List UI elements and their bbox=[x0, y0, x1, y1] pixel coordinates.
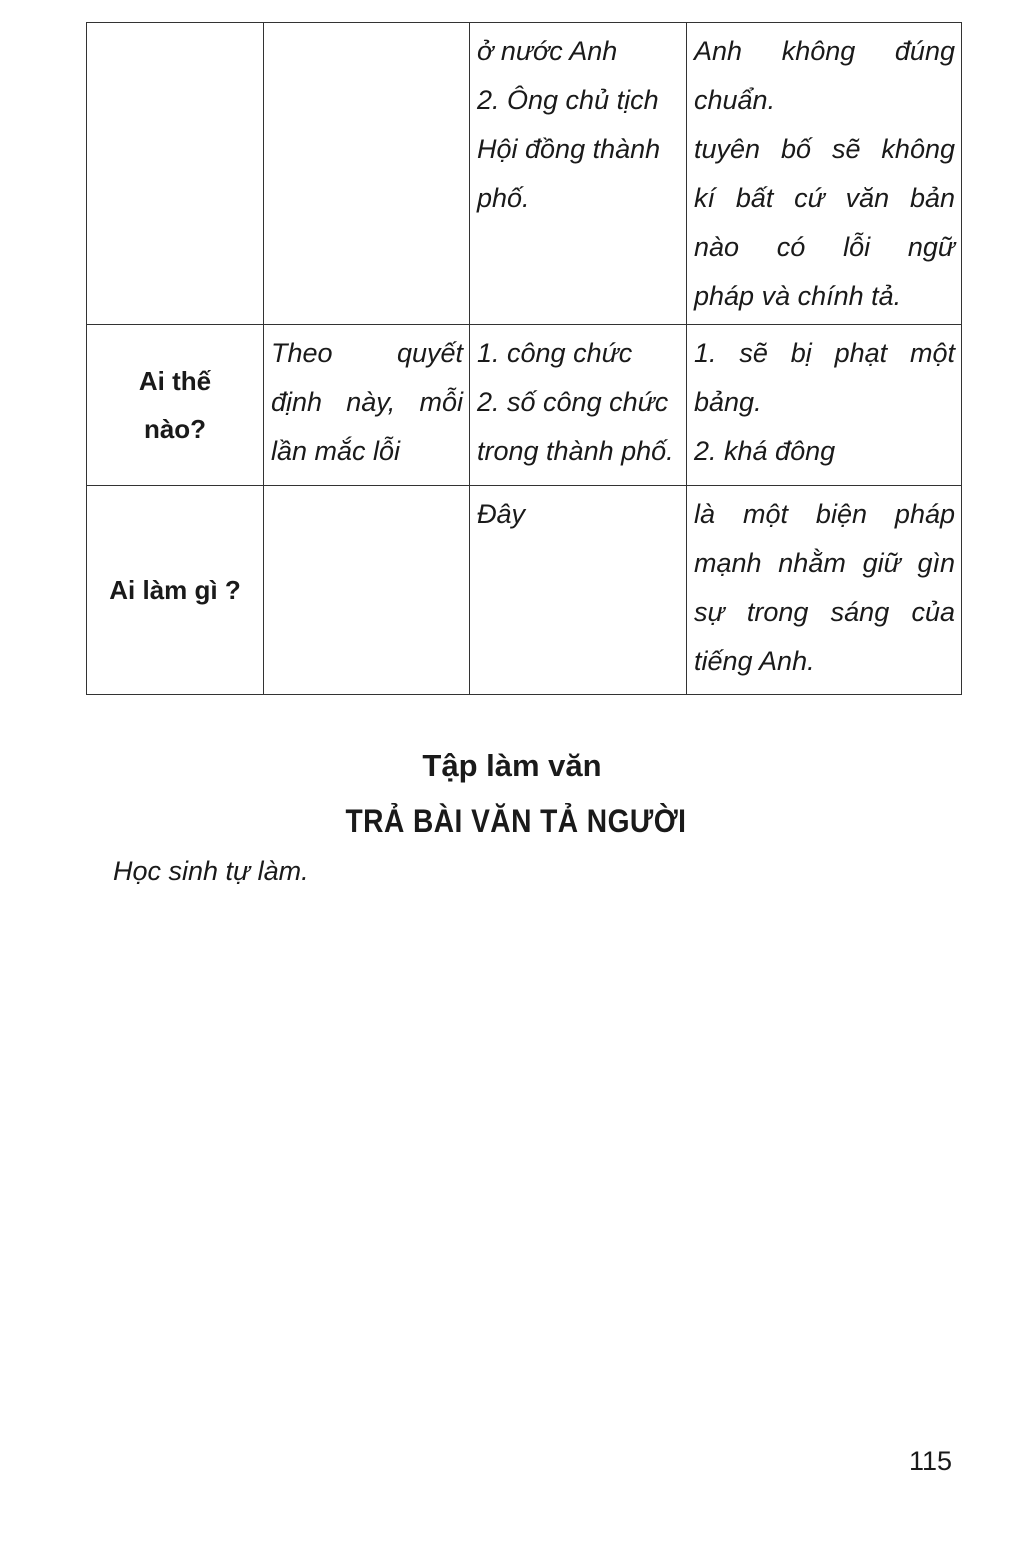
page-number: 115 bbox=[909, 1446, 953, 1476]
table-cell-subject bbox=[470, 486, 687, 695]
answer-text: Học sinh tự làm. bbox=[113, 856, 309, 886]
table-cell-adverbial bbox=[264, 325, 470, 486]
cell-line: ở nước Anh bbox=[477, 36, 618, 66]
cell-line: nào có lỗi ngữ bbox=[694, 232, 955, 262]
cell-line: sự trong sáng của bbox=[694, 597, 955, 627]
cell-line: bảng. bbox=[694, 387, 762, 417]
table-cell-predicate bbox=[687, 486, 962, 695]
cell-line: 2. khá đông bbox=[694, 436, 836, 466]
table-row bbox=[87, 23, 962, 325]
table-row bbox=[87, 486, 962, 695]
cell-line: tiếng Anh. bbox=[694, 646, 815, 676]
cell-line: Đây bbox=[477, 499, 526, 529]
table-row bbox=[87, 325, 962, 486]
section-title: Tập làm văn bbox=[422, 748, 602, 783]
cell-line: định này, mỗi bbox=[271, 387, 463, 417]
pattern-line: nào? bbox=[143, 414, 207, 444]
table-cell-predicate bbox=[687, 23, 962, 325]
cell-line: trong thành phố. bbox=[477, 436, 674, 466]
pattern-line: Ai thế bbox=[138, 366, 212, 396]
section-subtitle: TRẢ BÀI VĂN TẢ NGƯỜI bbox=[345, 803, 687, 839]
table-cell-adverbial bbox=[264, 486, 470, 695]
cell-line: Hội đồng thành bbox=[477, 134, 661, 164]
table-cell-predicate bbox=[687, 325, 962, 486]
table-cell-pattern bbox=[87, 486, 264, 695]
cell-line: 1. sẽ bị phạt một bbox=[694, 338, 955, 368]
grammar-table bbox=[86, 22, 962, 695]
cell-line: kí bất cứ văn bản bbox=[694, 183, 955, 213]
cell-line: 2. số công chức bbox=[477, 387, 669, 417]
cell-line: mạnh nhằm giữ gìn bbox=[694, 548, 955, 578]
table-cell-subject bbox=[470, 325, 687, 486]
cell-line: tuyên bố sẽ không bbox=[694, 134, 955, 164]
pattern-line: Ai làm gì ? bbox=[109, 575, 241, 605]
table-cell-subject bbox=[470, 23, 687, 325]
cell-line: Anh không đúng bbox=[694, 36, 955, 66]
cell-line: 2. Ông chủ tịch bbox=[477, 85, 659, 115]
cell-line: là một biện pháp bbox=[694, 499, 955, 529]
cell-line: chuẩn. bbox=[694, 85, 776, 115]
cell-line: pháp và chính tả. bbox=[694, 281, 902, 311]
table-cell-adverbial bbox=[264, 23, 470, 325]
table-cell-pattern bbox=[87, 23, 264, 325]
cell-line: lần mắc lỗi bbox=[271, 436, 401, 466]
table-cell-pattern bbox=[87, 325, 264, 486]
cell-line: 1. công chức bbox=[477, 338, 633, 368]
cell-line: Theo quyết bbox=[271, 338, 463, 368]
cell-line: phố. bbox=[477, 183, 530, 213]
